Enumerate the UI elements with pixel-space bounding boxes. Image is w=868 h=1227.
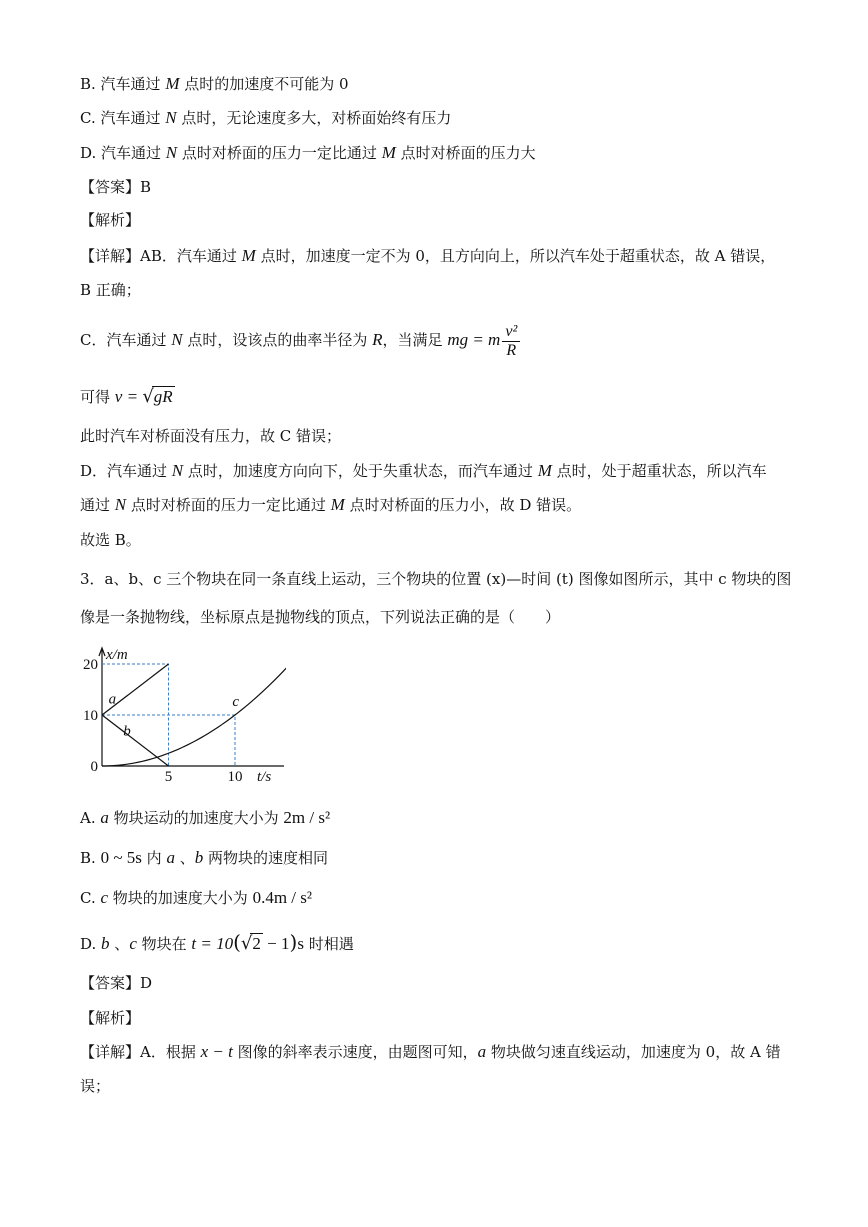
detail-2-text: 【详解】A．根据	[80, 1043, 201, 1061]
option-3c	[80, 888, 312, 908]
option-d-var-2: M	[381, 143, 396, 162]
sqrt-content: gR	[153, 387, 173, 406]
option-3d-var-1: b	[101, 934, 110, 953]
get-v-text: 可得	[80, 388, 115, 406]
option-b-text-2: 点时的加速度不可能为 0	[179, 75, 349, 93]
option-3d-minus: − 1	[262, 934, 290, 953]
get-v-eq: v =	[114, 387, 143, 406]
series-label-c: c	[232, 693, 240, 710]
detail-c-text-2: 点时，设该点的曲率半径为	[182, 331, 373, 349]
option-3d-sep: 、	[109, 935, 130, 953]
option-c-text-2: 点时，无论速度多大，对桥面始终有压力	[176, 109, 452, 127]
option-3a-value: 2m / s²	[283, 808, 331, 827]
detail-2-text-2: 图像的斜率表示速度，由题图可知，	[232, 1043, 478, 1061]
x-tick-label: 10	[227, 769, 243, 782]
x-tick-label: 5	[164, 769, 173, 782]
option-3d-text: D.	[80, 935, 102, 953]
detail-d-cont-text-2: 点时对桥面的压力一定比通过	[126, 496, 331, 514]
detail-2-var: a	[477, 1042, 487, 1061]
detail-1-var: M	[241, 246, 256, 265]
y-tick-label: 20	[83, 657, 98, 673]
radical-sign: √	[142, 386, 154, 407]
detail-2-cont: 误；	[80, 1077, 111, 1095]
detail-1-text: 【详解】AB．汽车通过	[80, 247, 242, 265]
detail-d	[80, 461, 767, 481]
option-3a-var: a	[100, 808, 109, 827]
option-3b-text-2: 内	[141, 849, 167, 867]
option-c-text: C. 汽车通过	[80, 109, 166, 127]
option-3a-text: A.	[80, 809, 101, 827]
paren-close: )	[289, 930, 298, 954]
detail-1-text-2: 点时，加速度一定不为 0，且方向向上，所以汽车处于超重状态，故 A 错误，	[255, 247, 776, 265]
detail-2	[80, 1042, 781, 1062]
analysis-2: 【解析】	[80, 1009, 141, 1027]
series-c	[102, 666, 286, 766]
series-label-a: a	[108, 691, 117, 708]
equation-lhs: mg = m	[447, 330, 501, 349]
analysis-1: 【解析】	[80, 211, 141, 229]
y-axis-label: x/m	[106, 647, 128, 663]
no-pressure: 此时汽车对桥面没有压力，故 C 错误；	[80, 427, 342, 445]
option-d-text: D. 汽车通过	[80, 144, 166, 162]
option-3b-var-2: b	[194, 848, 204, 867]
option-d-text-2: 点时对桥面的压力一定比通过	[177, 144, 382, 162]
option-d	[80, 143, 536, 163]
choose-1: 故选 B。	[80, 531, 141, 549]
detail-d-cont-var-1: N	[114, 495, 127, 514]
option-3b-text-3: 两物块的速度相同	[203, 849, 328, 867]
option-3d-unit: s	[297, 934, 304, 953]
sqrt-content-2: 2	[252, 934, 261, 953]
option-3d-text-3: 时相遇	[303, 935, 354, 953]
position-time-chart	[76, 642, 286, 782]
option-3b	[80, 848, 328, 868]
detail-c-var: N	[171, 330, 183, 349]
detail-2-eq: x − t	[200, 1042, 233, 1061]
radical-sign-2: √	[240, 933, 253, 954]
option-3a-text-2: 物块运动的加速度大小为	[108, 809, 284, 827]
series-label-b: b	[123, 723, 131, 740]
option-c-var: N	[165, 108, 177, 127]
detail-1-cont: B 正确；	[80, 281, 141, 299]
detail-d-text: D．汽车通过	[80, 462, 172, 480]
detail-1	[80, 246, 775, 266]
option-3b-text: B.	[80, 849, 101, 867]
option-3c-text-2: 物块的加速度大小为	[108, 889, 253, 907]
detail-d-cont-text: 通过	[80, 496, 115, 514]
question-3-line-1: 3．a、b、c 三个物块在同一条直线上运动，三个物块的位置 (x)—时间 (t) 图像如图所示，其中 c 物块的图	[80, 570, 792, 588]
option-3d	[80, 932, 354, 954]
chart-axes	[99, 648, 284, 766]
question-3-line-2: 像是一条抛物线，坐标原点是抛物线的顶点，下列说法正确的是（ ）	[80, 608, 561, 626]
option-3c-var: c	[100, 888, 109, 907]
option-3d-eq: t = 10	[191, 934, 234, 953]
y-tick-label: 10	[83, 708, 98, 724]
detail-c-var-2: R	[372, 330, 383, 349]
y-tick-label: 0	[90, 759, 98, 775]
option-d-var-1: N	[165, 143, 178, 162]
detail-d-text-2: 点时，加速度方向向下，处于失重状态，而汽车通过	[183, 462, 538, 480]
option-3b-var-1: a	[166, 848, 175, 867]
answer-1: 【答案】B	[80, 178, 152, 196]
detail-c-text-3: ，当满足	[382, 331, 448, 349]
option-c	[80, 108, 451, 128]
option-3d-var-2: c	[129, 934, 137, 953]
option-b-text: B. 汽车通过	[80, 75, 166, 93]
detail-d-text-3: 点时，处于超重状态，所以汽车	[551, 462, 767, 480]
option-3c-value: 0.4m / s²	[252, 888, 312, 907]
option-3a	[80, 808, 330, 828]
option-3b-sep: 、	[174, 849, 195, 867]
get-v	[80, 386, 175, 407]
option-b	[80, 74, 349, 94]
x-axis-label: t/s	[257, 769, 272, 782]
detail-d-cont-text-3: 点时对桥面的压力小，故 D 错误。	[344, 496, 582, 514]
detail-d-cont-var-2: M	[330, 495, 345, 514]
fraction-numerator: v²	[502, 323, 520, 342]
option-3c-text: C.	[80, 889, 101, 907]
option-d-text-3: 点时对桥面的压力大	[395, 144, 536, 162]
series-b	[102, 715, 169, 766]
fraction-denominator: R	[506, 341, 517, 359]
paren-open: (	[233, 930, 241, 954]
detail-d-var-2: M	[537, 461, 552, 480]
option-3b-range: 0 ~ 5s	[100, 848, 142, 867]
fraction	[502, 323, 520, 360]
answer-2: 【答案】D	[80, 974, 153, 992]
detail-d-var-1: N	[171, 461, 184, 480]
detail-2-text-3: 物块做匀速直线运动，加速度为 0，故 A 错	[486, 1043, 781, 1061]
option-3d-text-2: 物块在	[136, 935, 192, 953]
option-b-var: M	[165, 74, 180, 93]
detail-d-cont	[80, 495, 581, 515]
detail-c-text: C．汽车通过	[80, 331, 172, 349]
detail-c	[80, 320, 522, 360]
chart-guides	[102, 664, 235, 766]
series-a	[102, 664, 169, 715]
